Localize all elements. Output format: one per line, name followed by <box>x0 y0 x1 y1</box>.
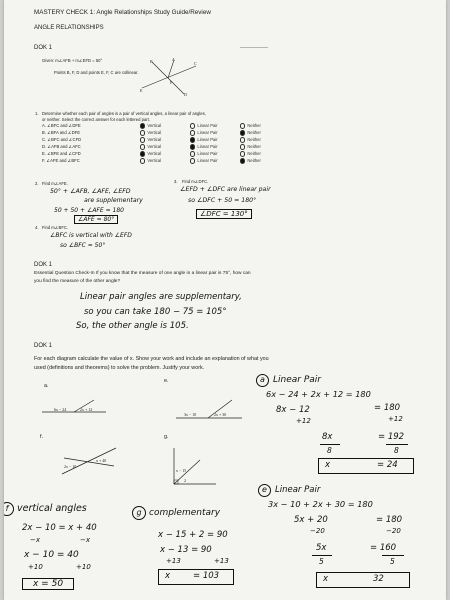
q1-row-e-label: E. ∠BFE and ∠CFD <box>42 151 81 156</box>
diagram-e <box>174 396 244 426</box>
diagram-e-expr-1: 3x − 10 <box>184 412 197 417</box>
section-title: ANGLE RELATIONSHIPS <box>34 25 104 31</box>
q1-b-neither[interactable]: Neither <box>240 130 261 136</box>
radio-empty-icon <box>240 144 245 149</box>
work-e-fraction-bar <box>382 555 404 556</box>
q2-prompt: Find m∠AFE. <box>42 181 68 186</box>
work-a-line-2a: 8x − 12 <box>276 405 310 415</box>
diagram-a <box>40 400 110 424</box>
work-f-line-2a: −x <box>30 536 41 544</box>
diagram-e-expr-2: 2x + 30 <box>214 412 227 417</box>
work-g-line-2: x − 13 = 90 <box>160 545 212 555</box>
q2-work-3: 50 + 50 + ∠AFE = 180 <box>54 207 124 214</box>
radio-empty-icon <box>190 158 195 163</box>
work-a-line-3a: +12 <box>296 417 311 425</box>
q3-prompt: Find m∠DFC. <box>182 179 209 184</box>
work-g-title: g complementary <box>132 506 220 520</box>
radio-filled-icon <box>240 158 245 163</box>
q4-prompt: Find m∠BFC. <box>42 225 69 230</box>
work-e-line-1: 3x − 10 + 2x + 30 = 180 <box>268 499 373 509</box>
q3-work-2: so ∠DFC + 50 = 180° <box>188 197 257 204</box>
work-e-line-5a: 5 <box>319 557 324 566</box>
work-f-title: f vertical angles <box>4 502 87 516</box>
figure-label-f: F <box>170 80 173 85</box>
figure-label-d: D <box>184 92 187 97</box>
diagram-g-expr-1: x − 15 <box>176 468 187 473</box>
work-e-line-5b: 5 <box>390 557 395 566</box>
q1-row-b-label: B. ∠BFA and ∠DFE <box>42 130 80 135</box>
angle-figure <box>140 58 200 98</box>
q1-e-neither[interactable]: Neither <box>240 151 261 157</box>
q1-a-neither[interactable]: Neither <box>240 123 261 129</box>
q3-answer-box: ∠DFC = 130° <box>196 209 252 219</box>
q1-a-vertical[interactable]: Vertical <box>140 123 161 129</box>
work-e-title: e Linear Pair <box>258 484 320 497</box>
q3-work-1: ∠EFD + ∠DFC are linear pair <box>180 186 271 193</box>
radio-empty-icon <box>240 137 245 142</box>
work-a-line-3b: +12 <box>388 415 403 423</box>
radio-empty-icon <box>190 151 195 156</box>
radio-filled-icon <box>240 130 245 135</box>
q1-f-linear[interactable]: Linear Pair <box>190 158 218 164</box>
work-a-fraction-bar <box>386 444 408 445</box>
work-a-title: a Linear Pair <box>256 374 321 387</box>
worksheet-page <box>4 0 446 600</box>
diagram-a-expr-1: 6x − 24 <box>54 407 67 412</box>
work-e-line-2a: 5x + 20 <box>294 515 328 525</box>
diagram-a-label: a. <box>44 383 49 389</box>
q1-d-linear[interactable]: Linear Pair <box>190 144 218 150</box>
q1-row-d-label: D. ∠AFB and ∠AFC <box>42 144 81 149</box>
q1-d-neither[interactable]: Neither <box>240 144 261 150</box>
work-a-line-5a: 8 <box>327 446 332 455</box>
diagram-f-expr-1: 2x − 10 <box>64 464 77 469</box>
figure-label-e: E <box>140 88 143 93</box>
work-a-marker: a <box>256 374 269 387</box>
work-g-line-3b: +13 <box>214 557 229 565</box>
q1-f-vertical[interactable]: Vertical <box>140 158 161 164</box>
work-f-line-1: 2x − 10 = x + 40 <box>22 523 97 533</box>
radio-empty-icon <box>190 123 195 128</box>
q2-work-2: are supplementary <box>84 197 143 204</box>
work-e-line-3a: −20 <box>310 527 325 535</box>
q1-e-vertical[interactable]: Vertical <box>140 151 161 157</box>
q4-number: 4. <box>35 225 39 230</box>
work-e-line-3b: −20 <box>386 527 401 535</box>
q2-work-1: 50° + ∠AFB, ∠AFE, ∠EFD <box>50 188 131 195</box>
q1-b-linear[interactable]: Linear Pair <box>190 130 218 136</box>
name-blank: ____________ <box>240 43 268 48</box>
diagram-g-expr-2: 2 <box>184 478 186 483</box>
radio-empty-icon <box>140 137 145 142</box>
work-g-answer-box: x = 103 <box>158 569 234 585</box>
radio-empty-icon <box>240 151 245 156</box>
radio-filled-icon <box>140 123 145 128</box>
figure-label-c: C <box>194 61 197 66</box>
radio-empty-icon <box>240 123 245 128</box>
work-a-line-4b: = 192 <box>378 432 405 442</box>
work-f-answer-box: x = 50 <box>22 578 74 590</box>
figure-label-b: B <box>150 59 153 64</box>
radio-empty-icon <box>140 144 145 149</box>
figure-label-a: A <box>172 57 175 62</box>
radio-filled-icon <box>190 144 195 149</box>
work-a-line-2b: = 180 <box>374 403 401 413</box>
diagram-f <box>60 446 120 476</box>
diagram-a-expr-2: 2x + 12 <box>80 407 93 412</box>
dok-label-2: DOK 1 <box>34 262 53 268</box>
q1-b-vertical[interactable]: Vertical <box>140 130 161 136</box>
radio-filled-icon <box>140 151 145 156</box>
work-g-line-1: x − 15 + 2 = 90 <box>158 530 228 540</box>
work-g-marker: g <box>132 506 146 520</box>
eq-answer-2: so you can take 180 − 75 = 105° <box>84 307 227 317</box>
diagram-g-label: g. <box>164 434 169 440</box>
q1-a-linear[interactable]: Linear Pair <box>190 123 218 129</box>
work-e-fraction-bar <box>312 555 332 556</box>
given-line: Given: m∠AFB + m∠EFD = 50° <box>42 58 103 63</box>
radio-empty-icon <box>140 158 145 163</box>
page-title: MASTERY CHECK 1: Angle Relationships Study Guide/Review <box>34 9 211 16</box>
radio-empty-icon <box>190 130 195 135</box>
work-f-line-4b: +10 <box>76 563 91 571</box>
q1-d-vertical[interactable]: Vertical <box>140 144 161 150</box>
q1-f-neither[interactable]: Neither <box>240 158 261 164</box>
eq-prompt-1: Essential Question Check-In If you know that the measure of one angle in a linear pair is 75°, how can <box>34 271 251 276</box>
work-f-marker: f <box>4 502 14 516</box>
work-f-line-3: x − 10 = 40 <box>24 550 79 560</box>
dok-label-1: DOK 1 <box>34 45 53 51</box>
work-f-line-4a: +10 <box>28 563 43 571</box>
work-e-marker: e <box>258 484 271 497</box>
points-line: Points B, F, D and points E, F, C are collinear. <box>54 70 139 75</box>
eq-answer-1: Linear pair angles are supplementary, <box>80 292 242 302</box>
diagram-f-label: f. <box>40 434 44 440</box>
work-a-line-5b: 8 <box>394 446 399 455</box>
work-a-line-4a: 8x <box>322 432 333 442</box>
radio-filled-icon <box>190 137 195 142</box>
q1-c-linear[interactable]: Linear Pair <box>190 137 218 143</box>
diagram-g <box>170 446 220 486</box>
q1-e-linear[interactable]: Linear Pair <box>190 151 218 157</box>
q3-number: 3. <box>174 179 178 184</box>
work-e-answer-box: x 32 <box>316 572 410 588</box>
q1-c-vertical[interactable]: Vertical <box>140 137 161 143</box>
q2-answer-box: ∠AFE = 80° <box>74 215 118 224</box>
q1-row-c-label: C. ∠BFC and ∠CFD <box>42 137 82 142</box>
q4-work-2: so ∠BFC = 50° <box>60 242 106 249</box>
diagram-e-label: e. <box>164 378 169 384</box>
radio-empty-icon <box>140 130 145 135</box>
eq-prompt-2: you find the measure of the other angle? <box>34 279 121 284</box>
work-a-fraction-bar <box>320 444 340 445</box>
q1-c-neither[interactable]: Neither <box>240 137 261 143</box>
q1-row-a-label: A. ∠BFC and ∠DFE <box>42 123 81 128</box>
work-a-line-1: 6x − 24 + 2x + 12 = 180 <box>266 389 371 399</box>
calc-prompt-2: used (definitions and theorems) to solve the problem. Justify your work. <box>34 365 205 371</box>
work-a-answer-box: x = 24 <box>318 458 414 474</box>
work-f-line-2b: −x <box>80 536 91 544</box>
diagram-f-expr-2: x + 40 <box>96 458 107 463</box>
work-e-line-2b: = 180 <box>376 515 403 525</box>
work-e-line-4a: 5x <box>316 543 327 553</box>
calc-prompt-1: For each diagram calculate the value of x. Show your work and include an explanation of what you <box>34 356 269 362</box>
q1-row-f-label: F. ∠AFE and ∠BFC <box>42 158 80 163</box>
q1-prompt-line-2: or neither. Select the correct answer for each lettered part. <box>42 117 150 122</box>
dok-label-3: DOK 1 <box>34 343 53 349</box>
q1-number: 1. <box>35 111 39 116</box>
work-e-line-4b: = 160 <box>370 543 397 553</box>
q4-work-1: ∠BFC is vertical with ∠EFD <box>50 232 132 239</box>
q2-number: 2. <box>35 181 39 186</box>
eq-answer-3: So, the other angle is 105. <box>76 321 189 331</box>
work-g-line-3a: +13 <box>166 557 181 565</box>
q1-prompt-line-1: Determine whether each pair of angles is a pair of vertical angles, a linear pair of angles, <box>42 111 206 116</box>
